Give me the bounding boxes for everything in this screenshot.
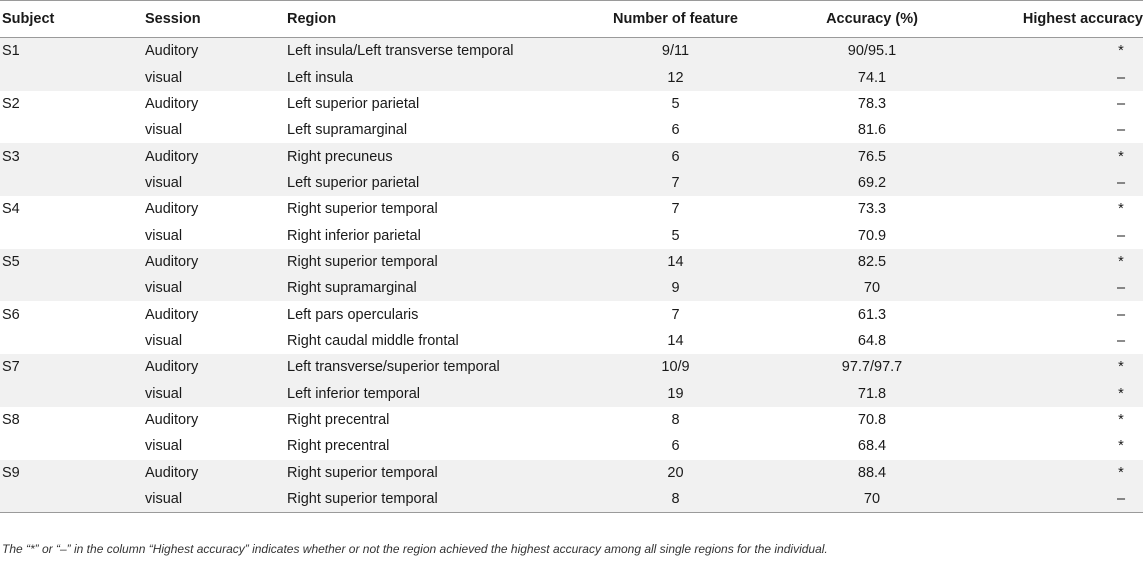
table-footnote: The “*” or “–” in the column “Highest accuracy” indicates whether or not the region achieved the highest accuracy among all single regions for the individual. xyxy=(2,542,828,556)
cell-highest-accuracy: * xyxy=(1118,438,1124,455)
cell-subject: S3 xyxy=(0,143,145,169)
cell-region: Right superior temporal xyxy=(287,460,564,486)
cell-region: Left insula/Left transverse temporal xyxy=(287,38,564,65)
cell-subject: S6 xyxy=(2,306,20,323)
table-row xyxy=(0,38,1143,65)
table-row xyxy=(0,354,1143,380)
cell-accuracy: 90/95.1 xyxy=(787,38,957,65)
table-row xyxy=(0,91,1143,117)
cell-accuracy: 70.9 xyxy=(857,227,887,244)
cell-subject: S8 xyxy=(2,411,20,428)
cell-session: Auditory xyxy=(145,354,287,380)
cell-region: Right caudal middle frontal xyxy=(287,332,459,349)
cell-highest-accuracy: * xyxy=(957,460,1143,486)
cell-highest-accuracy: – xyxy=(957,170,1143,196)
table-row xyxy=(0,143,1143,169)
header-session: Session xyxy=(145,1,287,38)
cell-number-of-feature: 14 xyxy=(564,249,787,275)
cell-number-of-feature: 9 xyxy=(564,275,787,301)
cell-subject xyxy=(0,64,145,90)
cell-number-of-feature: 5 xyxy=(671,227,680,244)
table-header xyxy=(0,1,1143,38)
cell-subject xyxy=(0,117,145,143)
cell-session: Auditory xyxy=(145,95,199,112)
cell-region: Left inferior temporal xyxy=(287,380,564,406)
table-row xyxy=(0,249,1143,275)
table-body xyxy=(0,38,1143,513)
cell-subject: S2 xyxy=(2,95,20,112)
cell-region: Right precuneus xyxy=(287,143,564,169)
cell-accuracy: 70 xyxy=(787,486,957,513)
table-row xyxy=(0,407,1143,433)
cell-highest-accuracy: – xyxy=(957,275,1143,301)
cell-number-of-feature: 9/11 xyxy=(564,38,787,65)
cell-accuracy: 70.8 xyxy=(857,411,887,428)
table-row xyxy=(0,433,1143,459)
cell-accuracy: 73.3 xyxy=(857,201,887,218)
cell-highest-accuracy: – xyxy=(1116,332,1126,349)
cell-accuracy: 78.3 xyxy=(857,95,887,112)
cell-session: Auditory xyxy=(145,460,287,486)
cell-session: Auditory xyxy=(145,411,199,428)
cell-subject xyxy=(0,380,145,406)
cell-region: Left insula xyxy=(287,64,564,90)
cell-session: visual xyxy=(145,486,287,513)
cell-accuracy: 71.8 xyxy=(787,380,957,406)
cell-accuracy: 74.1 xyxy=(787,64,957,90)
cell-region: Right inferior parietal xyxy=(287,227,421,244)
cell-subject: S5 xyxy=(0,249,145,275)
cell-session: visual xyxy=(145,275,287,301)
cell-highest-accuracy: * xyxy=(957,143,1143,169)
cell-subject xyxy=(0,170,145,196)
header-accuracy: Accuracy (%) xyxy=(787,1,957,38)
cell-highest-accuracy: * xyxy=(957,249,1143,275)
cell-highest-accuracy: – xyxy=(957,64,1143,90)
cell-highest-accuracy: – xyxy=(957,486,1143,513)
table-row xyxy=(0,170,1143,196)
cell-subject xyxy=(0,433,145,459)
cell-region: Right superior temporal xyxy=(287,249,564,275)
cell-number-of-feature: 12 xyxy=(564,64,787,90)
cell-number-of-feature: 6 xyxy=(671,438,680,455)
cell-number-of-feature: 7 xyxy=(671,306,680,323)
cell-region: Right supramarginal xyxy=(287,275,564,301)
cell-accuracy: 88.4 xyxy=(787,460,957,486)
cell-highest-accuracy: – xyxy=(1116,122,1126,139)
cell-number-of-feature: 7 xyxy=(671,201,680,218)
cell-number-of-feature: 6 xyxy=(564,143,787,169)
cell-number-of-feature: 5 xyxy=(671,95,680,112)
header-row xyxy=(0,1,1143,38)
cell-number-of-feature: 10/9 xyxy=(564,354,787,380)
cell-session: Auditory xyxy=(145,306,199,323)
table-row xyxy=(0,301,1143,327)
table-row xyxy=(0,117,1143,143)
cell-subject: S4 xyxy=(2,201,20,218)
cell-session: visual xyxy=(145,332,183,349)
header-number-of-feature: Number of feature xyxy=(564,1,787,38)
cell-region: Left superior parietal xyxy=(287,95,420,112)
table-row xyxy=(0,380,1143,406)
cell-session: Auditory xyxy=(145,38,287,65)
cell-accuracy: 97.7/97.7 xyxy=(787,354,957,380)
cell-region: Right precentral xyxy=(287,411,390,428)
table-row xyxy=(0,486,1143,513)
cell-region: Left transverse/superior temporal xyxy=(287,354,564,380)
cell-number-of-feature: 6 xyxy=(671,122,680,139)
cell-accuracy: 69.2 xyxy=(787,170,957,196)
header-highest-accuracy: Highest accuracy xyxy=(957,1,1143,38)
cell-region: Right superior temporal xyxy=(287,201,438,218)
cell-session: visual xyxy=(145,227,183,244)
cell-accuracy: 61.3 xyxy=(857,306,887,323)
cell-subject xyxy=(0,222,145,248)
cell-subject: S7 xyxy=(0,354,145,380)
cell-accuracy: 70 xyxy=(787,275,957,301)
cell-accuracy: 76.5 xyxy=(787,143,957,169)
cell-region: Right superior temporal xyxy=(287,486,564,513)
cell-highest-accuracy: – xyxy=(1116,227,1126,244)
table-row xyxy=(0,64,1143,90)
cell-session: visual xyxy=(145,380,287,406)
cell-session: visual xyxy=(145,438,183,455)
cell-number-of-feature: 20 xyxy=(564,460,787,486)
cell-session: Auditory xyxy=(145,201,199,218)
cell-accuracy: 64.8 xyxy=(857,332,887,349)
cell-region: Left superior parietal xyxy=(287,170,564,196)
cell-subject xyxy=(0,275,145,301)
cell-number-of-feature: 7 xyxy=(564,170,787,196)
cell-highest-accuracy: – xyxy=(1116,306,1126,323)
cell-region: Left supramarginal xyxy=(287,122,408,139)
table-row xyxy=(0,328,1143,354)
table-row xyxy=(0,460,1143,486)
cell-session: Auditory xyxy=(145,249,287,275)
cell-number-of-feature: 14 xyxy=(667,332,684,349)
cell-session: visual xyxy=(145,170,287,196)
cell-session: visual xyxy=(145,122,183,139)
cell-number-of-feature: 8 xyxy=(671,411,680,428)
cell-region: Right precentral xyxy=(287,438,390,455)
table-row xyxy=(0,275,1143,301)
cell-subject: S9 xyxy=(0,460,145,486)
cell-number-of-feature: 8 xyxy=(564,486,787,513)
table-row xyxy=(0,196,1143,222)
cell-accuracy: 82.5 xyxy=(787,249,957,275)
cell-highest-accuracy: * xyxy=(957,380,1143,406)
header-subject: Subject xyxy=(0,1,145,38)
header-region: Region xyxy=(287,1,564,38)
cell-highest-accuracy: * xyxy=(957,354,1143,380)
cell-highest-accuracy: * xyxy=(1118,411,1124,428)
cell-accuracy: 81.6 xyxy=(857,122,887,139)
table-row xyxy=(0,222,1143,248)
cell-subject: S1 xyxy=(0,38,145,65)
cell-highest-accuracy: * xyxy=(1118,201,1124,218)
cell-highest-accuracy: * xyxy=(957,38,1143,65)
cell-accuracy: 68.4 xyxy=(857,438,887,455)
cell-session: visual xyxy=(145,64,287,90)
cell-highest-accuracy: – xyxy=(1116,95,1126,112)
cell-subject xyxy=(0,328,145,354)
cell-session: Auditory xyxy=(145,143,287,169)
cell-region: Left pars opercularis xyxy=(287,306,419,323)
cell-number-of-feature: 19 xyxy=(564,380,787,406)
cell-subject xyxy=(0,486,145,513)
